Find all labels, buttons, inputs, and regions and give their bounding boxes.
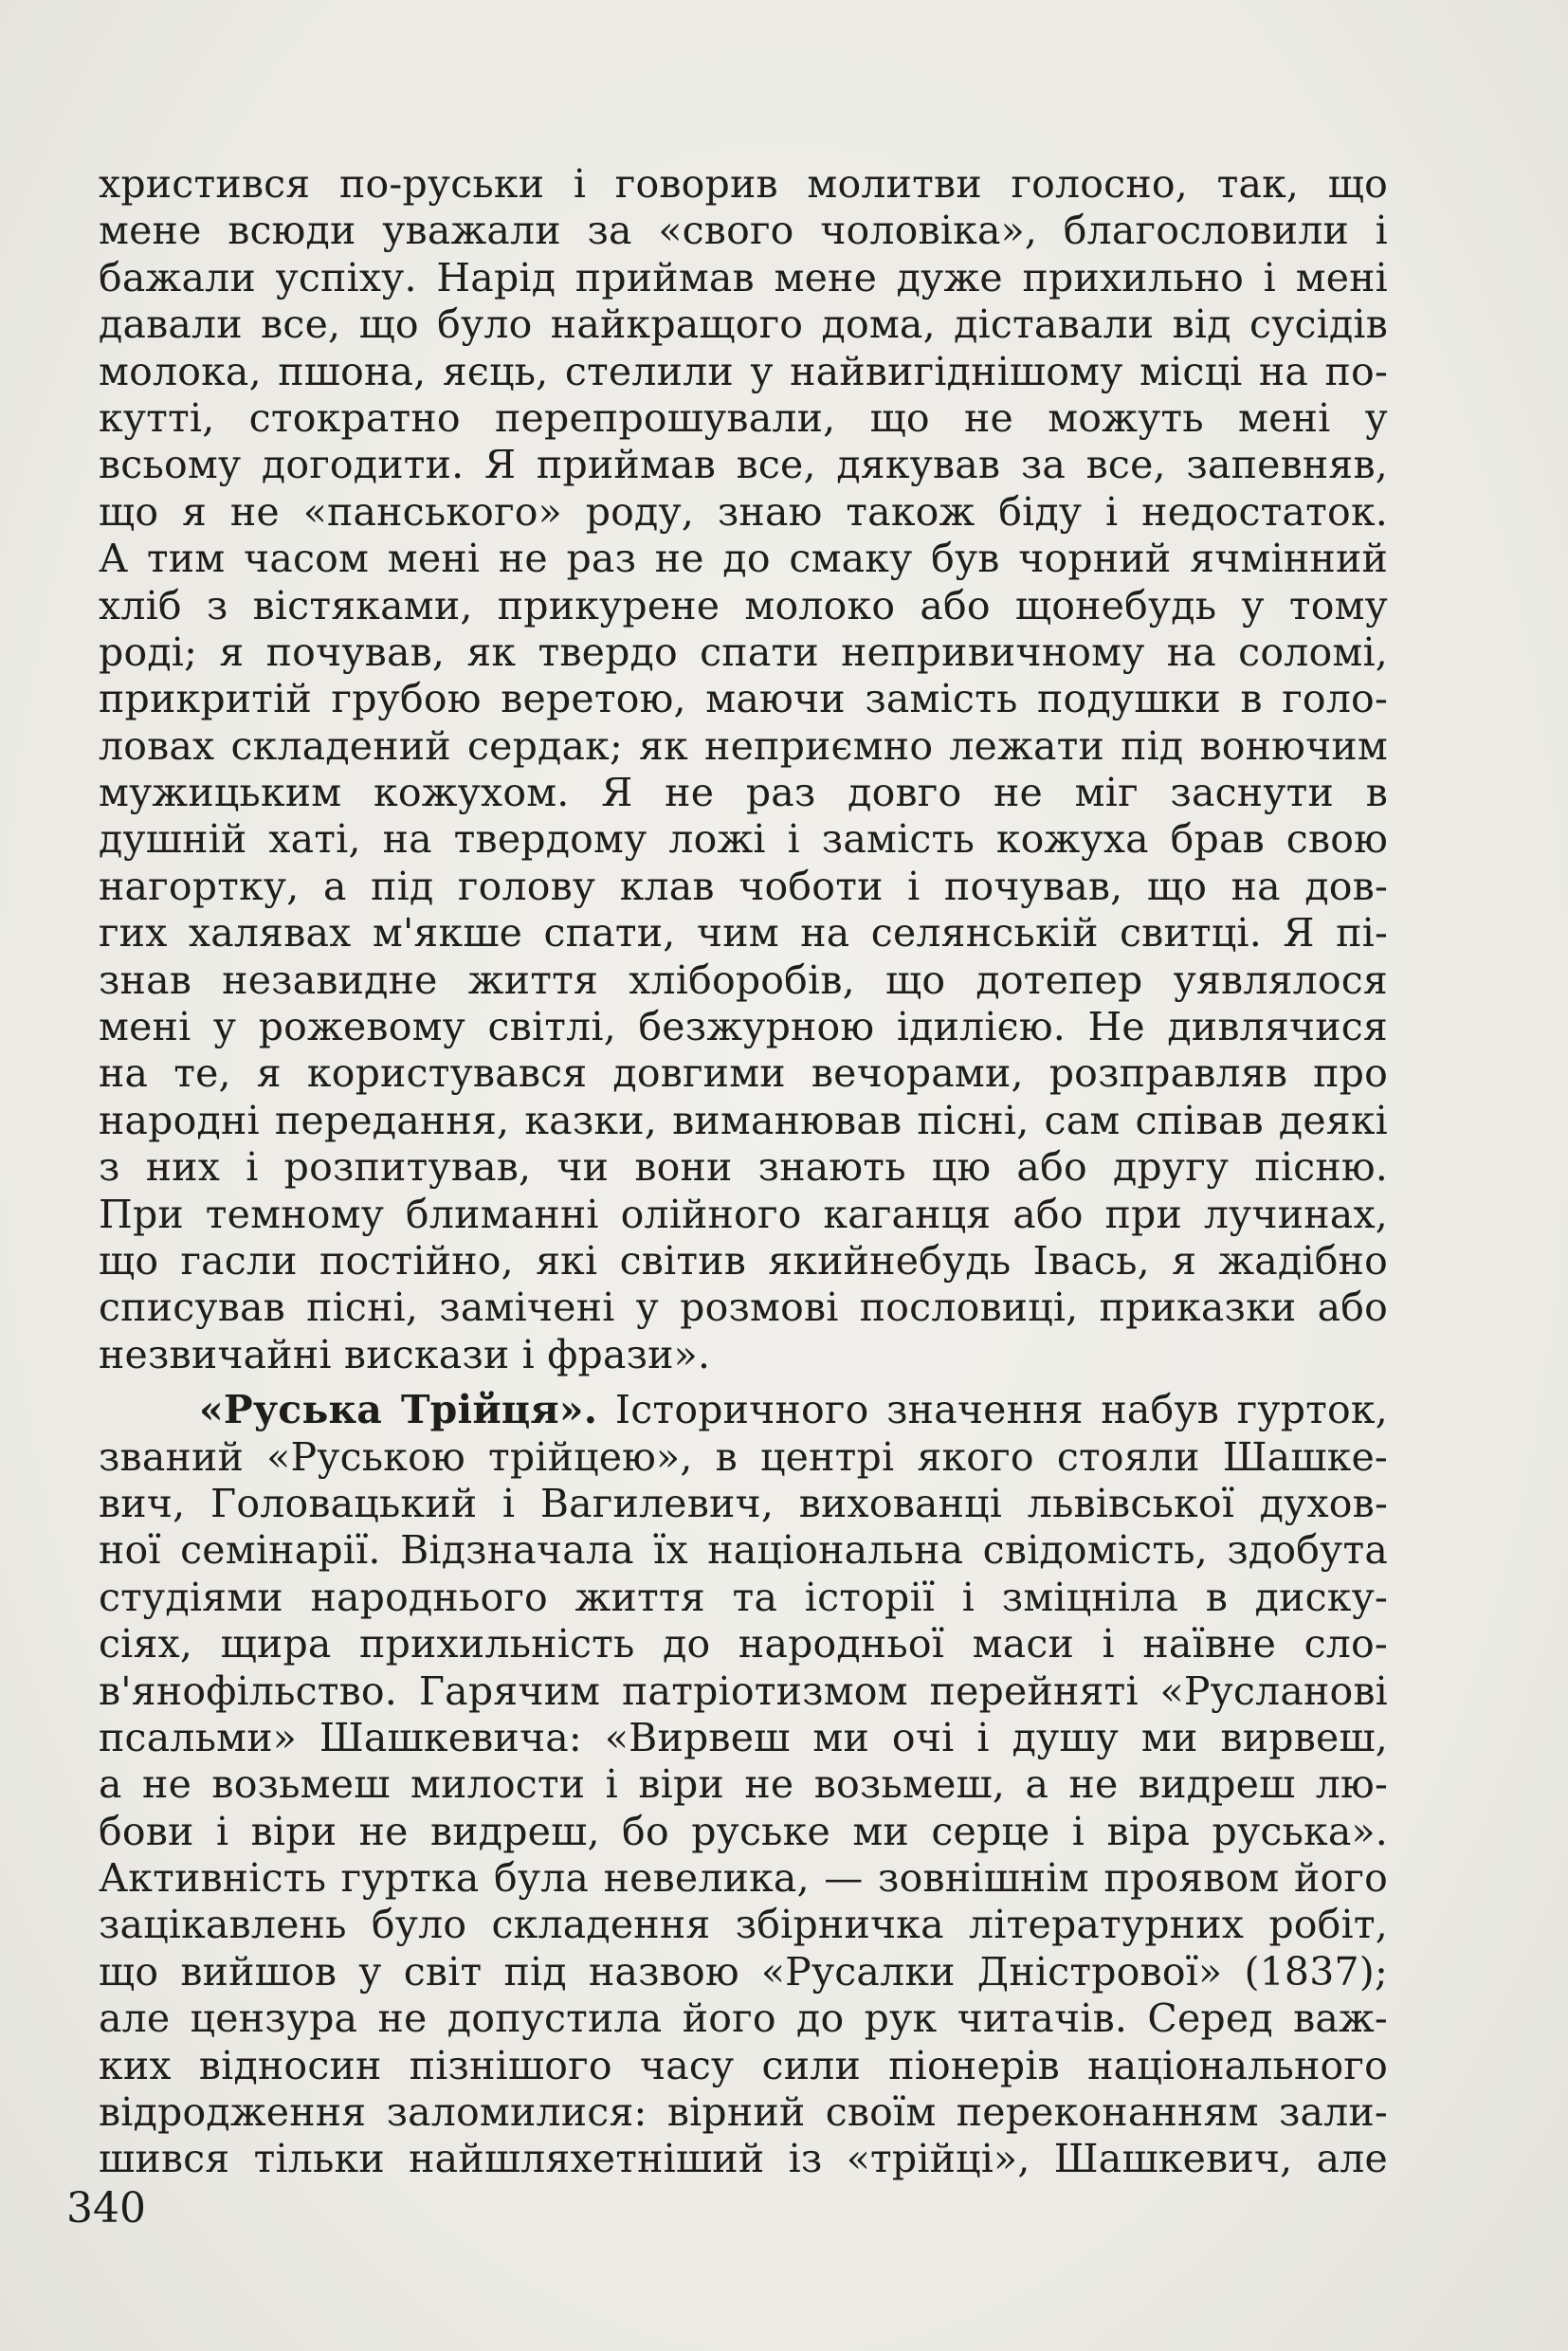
text-line: народні передання, казки, виманював пісні, сам співав деякі	[99, 1097, 1388, 1143]
text-line: всьому догодити. Я приймав все, дякував за все, запевняв,	[99, 442, 1388, 488]
text-line: що вийшов у світ під назвою «Русалки Дністрової» (1837);	[99, 1948, 1388, 1995]
text-line: ловах складений сердак; як неприємно лежати під вонючим	[99, 722, 1388, 769]
first-line-text: Історичного значення набув гурток,	[597, 1387, 1388, 1433]
text-line: на те, я користувався довгими вечорами, розправляв про	[99, 1050, 1388, 1097]
text-line: але цензура не допустила його до рук читачів. Серед важ-	[99, 1996, 1388, 2042]
text-line: бови і віри не видреш, бо руське ми серце і віра руська».	[99, 1808, 1388, 1854]
text-line: вич, Головацький і Вагилевич, вихованці львівської духов-	[99, 1480, 1388, 1526]
text-line: мужицьким кожухом. Я не раз довго не міг заснути в	[99, 770, 1388, 816]
text-line: христився по-руськи і говорив молитви голосно, так, що	[99, 161, 1388, 207]
run-in-heading: «Руська Трійця».	[199, 1387, 598, 1433]
text-line: При темному блиманні олійного каганця або при лучинах,	[99, 1191, 1388, 1237]
text-line: кутті, стократно перепрошували, що не можуть мені у	[99, 394, 1388, 441]
text-line: гих халявах м'якше спати, чим на селянській свитці. Я пі-	[99, 910, 1388, 957]
text-line: незвичайні вискази і фрази».	[99, 1331, 711, 1377]
page-number: 340	[66, 2184, 146, 2233]
text-line: А тим часом мені не раз не до смаку був чорний ячмінний	[99, 536, 1388, 582]
text-line: студіями народнього життя та історії і зміцніла в диску-	[99, 1574, 1388, 1620]
text-line: відродження заломилися: вірний своїм переконанням зали-	[99, 2089, 1388, 2136]
text-line: псальми» Шашкевича: «Вирвеш ми очі і душу ми вирвеш,	[99, 1714, 1388, 1760]
text-line: шився тільки найшляхетніший із «трійці», Шашкевич, але	[99, 2136, 1388, 2182]
text-line: списував пісні, замічені у розмові пословиці, приказки або	[99, 1285, 1388, 1331]
text-line: хліб з вістяками, прикурене молоко або щонебудь у тому	[99, 582, 1388, 629]
text-line: бажали успіху. Нарід приймав мене дуже прихильно і мені	[99, 254, 1388, 301]
text-line: в'янофільство. Гарячим патріотизмом перейняті «Русланові	[99, 1668, 1388, 1714]
body-text	[99, 161, 1388, 2183]
text-line: роді; я почував, як твердо спати непривичному на соломі,	[99, 629, 1388, 675]
text-line: що гасли постійно, які світив якийнебудь Івась, я жадібно	[99, 1237, 1388, 1284]
text-line: ких відносин пізнішого часу сили піонерів національного	[99, 2042, 1388, 2088]
text-line: прикритій грубою веретою, маючи замість подушки в голо-	[99, 676, 1388, 722]
text-line: мені у рожевому світлі, безжурною ідилією. Не дивлячися	[99, 1004, 1388, 1050]
text-line: Активність гуртка була невелика, — зовнішнім проявом його	[99, 1855, 1388, 1902]
paragraph-ruska-triytsia	[99, 1387, 1388, 2183]
paragraph-first-line	[99, 1387, 1388, 1433]
text-line: молока, пшона, яєць, стелили у найвигіднішому місці на по-	[99, 348, 1388, 394]
text-line: нагортку, а під голову клав чоботи і почував, що на дов-	[99, 863, 1388, 909]
text-line: давали все, що було найкращого дома, діставали від сусідів	[99, 301, 1388, 348]
text-line: душній хаті, на твердому ложі і замість кожуха брав свою	[99, 816, 1388, 863]
text-line: сіях, щира прихильність до народньої маси і наївне сло-	[99, 1621, 1388, 1668]
text-line: ної семінарії. Відзначала їх національна свідомість, здобута	[99, 1527, 1388, 1574]
text-line: мене всюди уважали за «свого чоловіка», благословили і	[99, 208, 1388, 254]
text-line: зацікавлень було складення збірничка літературних робіт,	[99, 1902, 1388, 1948]
text-line: знав незавидне життя хліборобів, що дотепер уявлялося	[99, 957, 1388, 1003]
text-line: званий «Руською трійцею», в центрі якого стояли Шашке-	[99, 1433, 1388, 1480]
text-line: що я не «панського» роду, знаю також біду і недостаток.	[99, 488, 1388, 535]
text-line: з них і розпитував, чи вони знають цю або другу пісню.	[99, 1144, 1388, 1191]
paragraph-quote-continuation	[99, 161, 1388, 1378]
text-line: а не возьмеш милости і віри не возьмеш, а не видреш лю-	[99, 1761, 1388, 1808]
